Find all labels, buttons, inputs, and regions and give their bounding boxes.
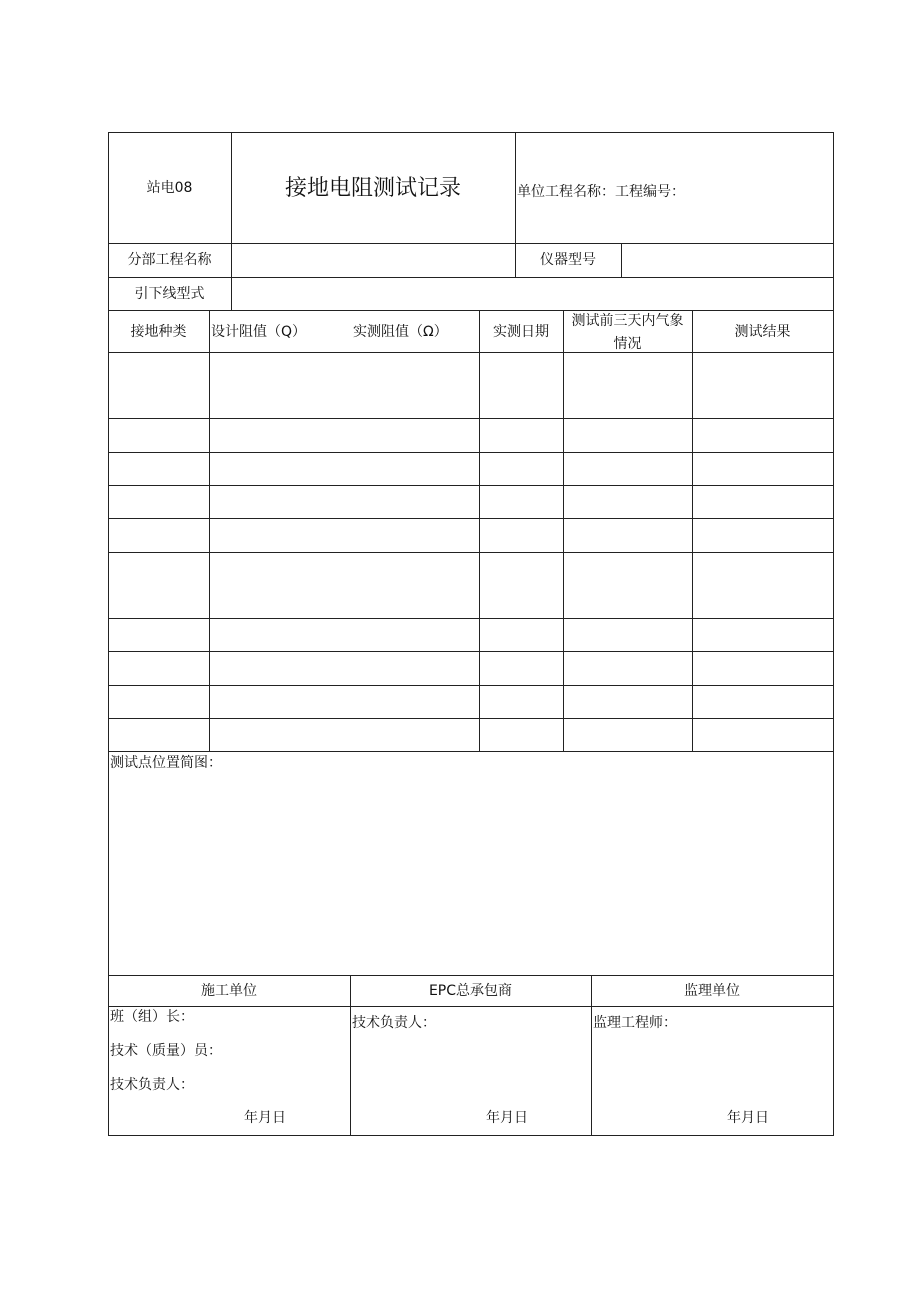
form-code: 站电08 xyxy=(146,180,193,196)
tech-lead-label: 技术负责人： xyxy=(110,1077,194,1093)
diagram-bottom xyxy=(108,975,834,976)
downlead-label: 引下线型式 xyxy=(134,286,205,302)
table-bottom xyxy=(108,751,834,752)
table-row[interactable] xyxy=(109,652,833,685)
col-header-test-date: 实测日期 xyxy=(493,324,549,340)
epc-contractor-heading: EPC总承包商 xyxy=(428,983,513,999)
downlead-field[interactable] xyxy=(232,278,833,310)
supervisor-engineer-label: 监理工程师： xyxy=(593,1015,677,1031)
table-row[interactable] xyxy=(109,553,833,618)
diagram-area[interactable] xyxy=(109,775,833,975)
col-header-grounding-type: 接地种类 xyxy=(130,324,187,340)
table-row[interactable] xyxy=(109,686,833,718)
date-label: 年月日 xyxy=(244,1110,286,1126)
table-row[interactable] xyxy=(109,453,833,485)
divider xyxy=(108,310,834,311)
unit-project-label: 单位工程名称：工程编号： xyxy=(517,184,685,200)
instrument-field[interactable] xyxy=(622,244,833,277)
col-header-test-result: 测试结果 xyxy=(734,324,791,340)
border-bottom xyxy=(108,1135,834,1136)
date-label: 年月日 xyxy=(486,1110,528,1126)
sub-project-label: 分部工程名称 xyxy=(127,252,212,268)
page-title: 接地电阻测试记录 xyxy=(284,176,461,201)
col-header-weather-line1: 测试前三天内气象 xyxy=(571,313,684,329)
table-row[interactable] xyxy=(109,486,833,518)
table-row[interactable] xyxy=(109,519,833,552)
supervision-unit-heading: 监理单位 xyxy=(684,983,740,999)
tech-quality-label: 技术（质量）员： xyxy=(110,1043,222,1059)
border-top xyxy=(108,132,834,133)
signature-header-bottom xyxy=(108,1006,834,1007)
table-row[interactable] xyxy=(109,353,833,418)
col-header-measured-resistance: 实测阻值（Ω） xyxy=(353,324,448,340)
instrument-label: 仪器型号 xyxy=(540,252,596,268)
sub-project-field[interactable] xyxy=(232,244,515,277)
col-header-design-resistance: 设计阻值（Q） xyxy=(211,324,307,340)
border-right xyxy=(833,132,834,1136)
team-leader-label: 班（组）长： xyxy=(110,1009,194,1025)
col-header-weather-line2: 情况 xyxy=(613,336,642,352)
construction-unit-heading: 施工单位 xyxy=(201,983,257,999)
table-row[interactable] xyxy=(109,719,833,751)
table-row[interactable] xyxy=(109,619,833,651)
epc-tech-lead-label: 技术负责人： xyxy=(352,1015,436,1031)
date-label: 年月日 xyxy=(727,1110,769,1126)
table-row[interactable] xyxy=(109,419,833,452)
diagram-label: 测试点位置简图： xyxy=(110,755,222,771)
